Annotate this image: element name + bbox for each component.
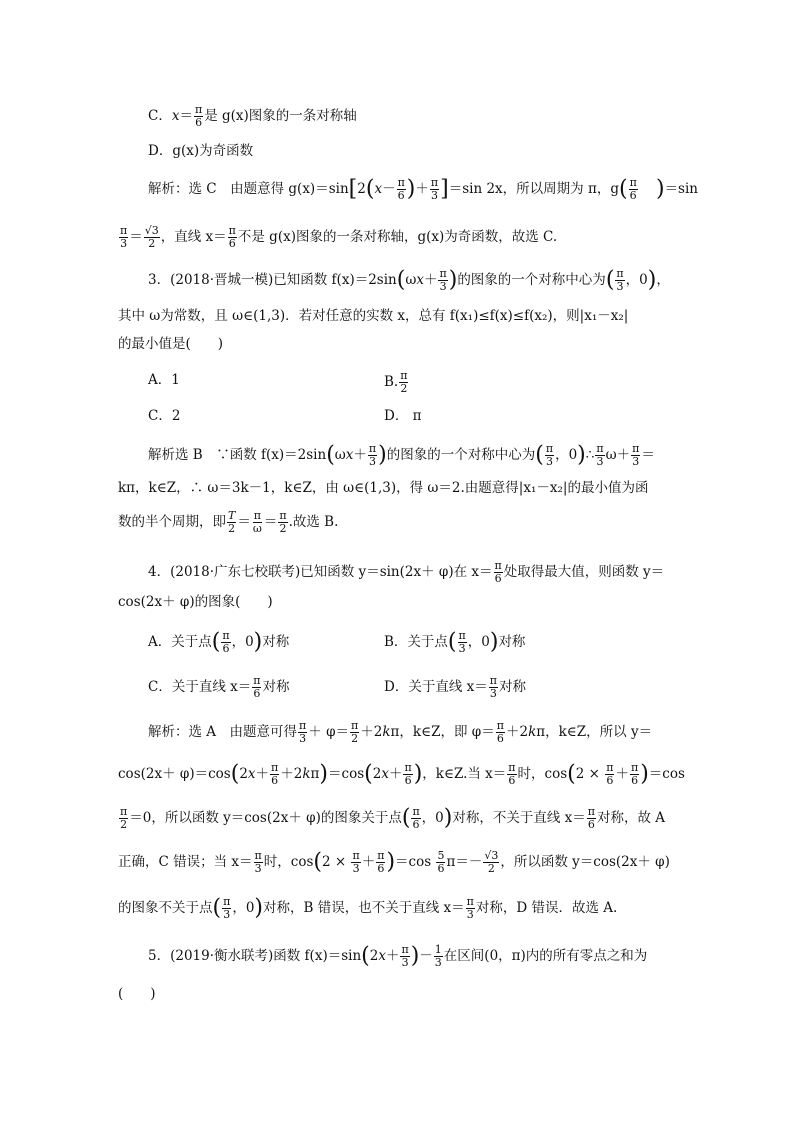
solution-4-line-4: 正确，C 错误；当 x＝ $\frac{\pi}{3}$ 时，cos(2 × $\frac{\pi}{3}$ ＋ $\frac{\pi}{6}$ )＝cos $\frac{5}{6}$ π＝－ $\frac{√3}{2}$ ，所以函数 y＝cos(2x＋ φ) (118, 849, 670, 875)
question-3-line-2: 其中 ω为常数，且 ω∈(1,3)．若对任意的实数 x，总有 f(x₁)≤f(x)≤f(x₂)，则|x₁－x₂| (118, 308, 629, 324)
q4-option-c: C．关于直线 x＝ $\frac{\pi}{6}$ 对称 (148, 674, 290, 700)
q4-option-a: A．关于点( $\frac{\pi}{6}$ ，0)对称 (148, 629, 290, 655)
solution-2-line-1: 解析：选 C 由题意得 g(x)＝sin[2(x－ $\frac{\pi}{6}$ )＋ $\frac{\pi}{3}$ ]＝sin 2x，所以周期为 π，g( $\frac{\pi}{6}$ )＝sin (148, 176, 699, 202)
solution-4-line-5: 的图象不关于点( $\frac{\pi}{3}$ ，0)对称，B 错误，也不关于直线 x＝ $\frac{\pi}{3}$ 对称，D 错误．故选 A. (118, 895, 618, 921)
question-3-line-3: 的最小值是( ) (118, 336, 224, 352)
q3-option-b: B. $\frac{\pi}{2}$ (384, 369, 408, 395)
solution-3-line-2: kπ，k∈Z，∴ ω＝3k－1，k∈Z，由 ω∈(1,3)，得 ω＝2.由题意得|x₁－x₂|的最小值为函 (118, 480, 649, 496)
solution-3-line-1: 解析选 B ∵函数 f(x)＝2sin(ωx＋ $\frac{\pi}{3}$ )的图象的一个对称中心为( $\frac{\pi}{3}$ ，0)∴ $\frac{\pi}{3}$ ω＋ $\frac{\pi}{3}$ ＝ (148, 442, 655, 468)
q4-option-d: D．关于直线 x＝ $\frac{\pi}{3}$ 对称 (384, 674, 526, 700)
solution-4-line-1: 解析：选 A 由题意可得 $\frac{\pi}{3}$ ＋ φ＝ $\frac{\pi}{2}$ ＋2kπ，k∈Z，即 φ＝ $\frac{\pi}{6}$ ＋2kπ，k∈Z，所以 y＝ (148, 719, 653, 745)
solution-2-line-2: $\frac{\pi}{3}$ ＝ $\frac{√3}{2}$ ，直线 x＝ $\frac{\pi}{6}$ 不是 g(x)图象的一条对称轴，g(x)为奇函数，故选 C. (120, 224, 558, 250)
option-d: D．g(x)为奇函数 (148, 143, 254, 159)
question-5-line-2: ( ) (118, 986, 156, 1002)
question-4-line-1: 4．(2018·广东七校联考)已知函数 y＝sin(2x＋ φ)在 x＝ $\frac{\pi}{6}$ 处取得最大值，则函数 y＝ (148, 559, 665, 585)
question-5-line-1: 5．(2019·衡水联考)函数 f(x)＝sin(2x＋ $\frac{\pi}{3}$ )－ $\frac{1}{3}$ 在区间(0，π)内的所有零点之和为 (148, 943, 648, 969)
solution-4-line-2: cos(2x＋ φ)＝cos(2x＋ $\frac{\pi}{6}$ ＋2kπ)＝cos(2x＋ $\frac{\pi}{6}$ )，k∈Z.当 x＝ $\frac{\pi}{6}$ 时，cos(2 × $\frac{\pi}{6}$ ＋ $\frac{\pi}{6}$ )＝cos (118, 761, 685, 787)
q3-option-c: C．2 (148, 408, 181, 424)
question-4-line-2: cos(2x＋ φ)的图象( ) (118, 594, 273, 610)
solution-4-line-3: $\frac{\pi}{2}$ ＝0，所以函数 y＝cos(2x＋ φ)的图象关于点( $\frac{\pi}{6}$ ，0)对称，不关于直线 x＝ $\frac{\pi}{6}$ 对称，故 A (120, 805, 666, 831)
q3-option-a: A．1 (148, 372, 180, 388)
option-c: C．x＝ $\frac{\pi}{6}$ 是 g(x)图象的一条对称轴 (148, 103, 357, 129)
q4-option-b: B．关于点( $\frac{\pi}{3}$ ，0)对称 (384, 629, 526, 655)
question-3-line-1: 3．(2018·晋城一模)已知函数 f(x)＝2sin(ωx＋ $\frac{\pi}{3}$ )的图象的一个对称中心为( $\frac{\pi}{3}$ ，0)， (148, 267, 670, 293)
q3-option-d: D． π (384, 408, 422, 424)
solution-3-line-3: 数的半个周期，即 $\frac{T}{2}$ ＝ $\frac{\pi}{\omega}$ ＝ $\frac{\pi}{2}$ .故选 B. (118, 509, 339, 535)
